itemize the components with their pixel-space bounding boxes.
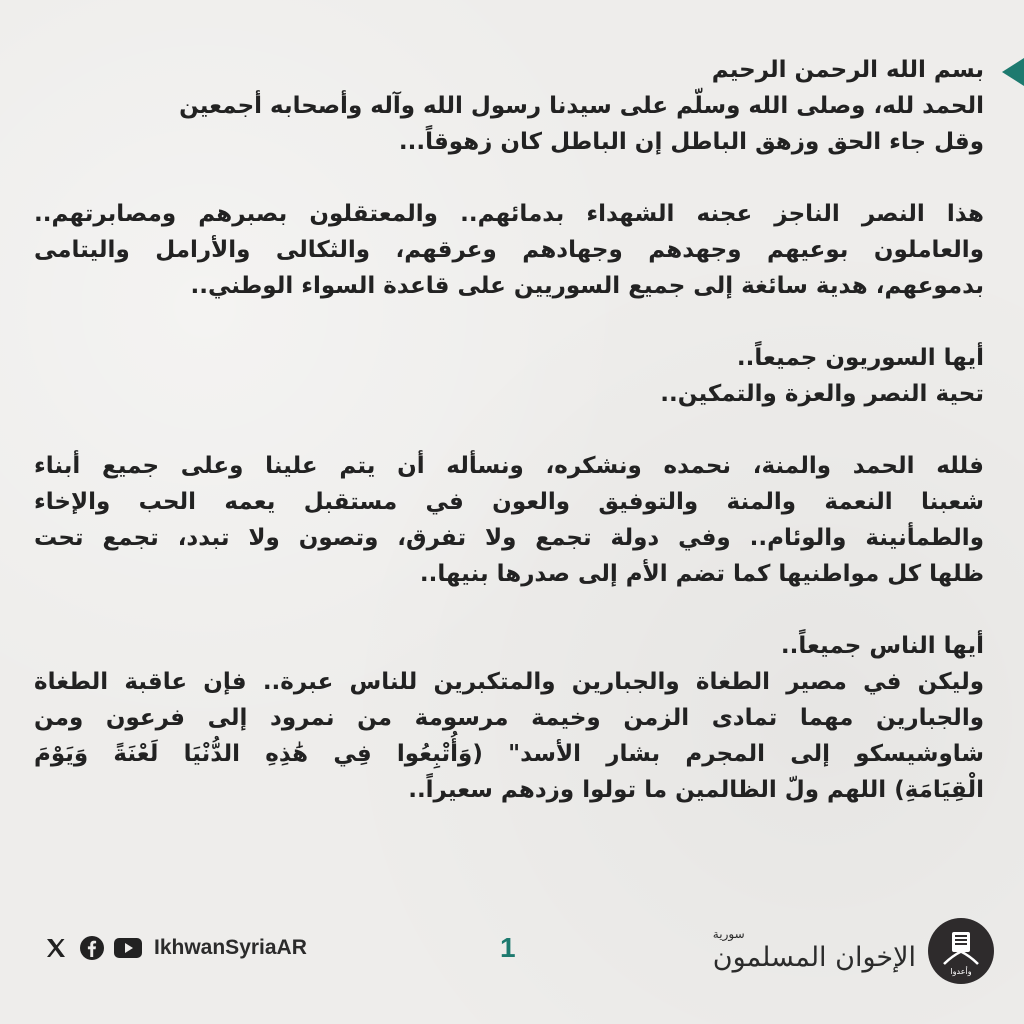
text-line: بسم الله الرحمن الرحيم [711, 57, 984, 83]
page-number: 1 [500, 932, 516, 963]
logo-subtitle: سورية [712, 927, 745, 941]
text-line: ظلها كل مواطنيها كما تضم الأم إلى صدرها بنيها.. [419, 561, 984, 587]
text-line: هذا النصر الناجز عجنه الشهداء بدمائهم.. والمعتقلون بصبرهم ومصابرتهم.. [34, 201, 984, 227]
text-line: بدموعهم، هدية سائغة إلى جميع السوريين على قاعدة السواء الوطني.. [190, 273, 984, 299]
text-line: أيها السوريون جميعاً.. [736, 345, 984, 371]
corner-marker [1002, 58, 1024, 86]
text-line: تحية النصر والعزة والتمكين.. [660, 381, 984, 407]
text-line: وقل جاء الحق وزهق الباطل إن الباطل كان زهوقاً... [398, 129, 984, 155]
emblem-caption: وأعدوا [950, 967, 972, 976]
text-line: شعبنا النعمة والمنة والتوفيق والعون في مستقبل يعمه الحب والإخاء [34, 489, 984, 515]
paragraph-praise [34, 448, 984, 592]
text-line: والطمأنينة والوئام.. وفي دولة تجمع ولا تفرق، وتصون ولا تبدد، تجمع تحت [34, 525, 984, 551]
footer [0, 918, 1024, 984]
text-line: والجبارين مهما تمادى الزمن وخيمة مرسومة من نمرود إلى فرعون ومن [34, 705, 984, 731]
logo-title: الإخوان المسلمون [712, 942, 916, 973]
social-handle[interactable]: IkhwanSyriaAR [154, 936, 307, 959]
text-line: وليكن في مصير الطغاة والجبارين والمتكبرين للناس عبرة.. فإن عاقبة الطغاة [34, 669, 984, 695]
facebook-icon[interactable] [78, 934, 106, 962]
brand-logo [713, 918, 994, 984]
emblem-icon [928, 918, 994, 984]
paragraph-opening [34, 52, 984, 160]
text-line: أيها الناس جميعاً.. [780, 633, 984, 659]
text-line: الْقِيَامَةِ) اللهم ولّ الظالمين ما تولوا وزدهم سعيراً.. [408, 777, 984, 803]
paragraph-address [34, 628, 984, 664]
text-line: شاوشيسكو إلى المجرم بشار الأسد" (وَأُتْبِعُوا فِي هَٰذِهِ الدُّنْيَا لَعْنَةً وَيَوْمَ [34, 741, 984, 767]
paragraph-victory [34, 196, 984, 304]
text-line: فلله الحمد والمنة، نحمده ونشكره، ونسأله أن يتم علينا وعلى جميع أبناء [34, 453, 984, 479]
text-line: والعاملون بوعيهم وجهدهم وجهادهم وعرقهم، والثكالى والأرامل واليتامى [34, 237, 984, 263]
paragraph-warning [34, 664, 984, 808]
x-icon[interactable] [42, 934, 70, 962]
social-links [42, 934, 307, 962]
statement-body [34, 52, 984, 844]
youtube-icon[interactable] [114, 934, 142, 962]
paragraph-greeting [34, 340, 984, 412]
text-line: الحمد لله، وصلى الله وسلّم على سيدنا رسول الله وآله وأصحابه أجمعين [179, 93, 984, 119]
logo-wordmark [713, 927, 916, 975]
